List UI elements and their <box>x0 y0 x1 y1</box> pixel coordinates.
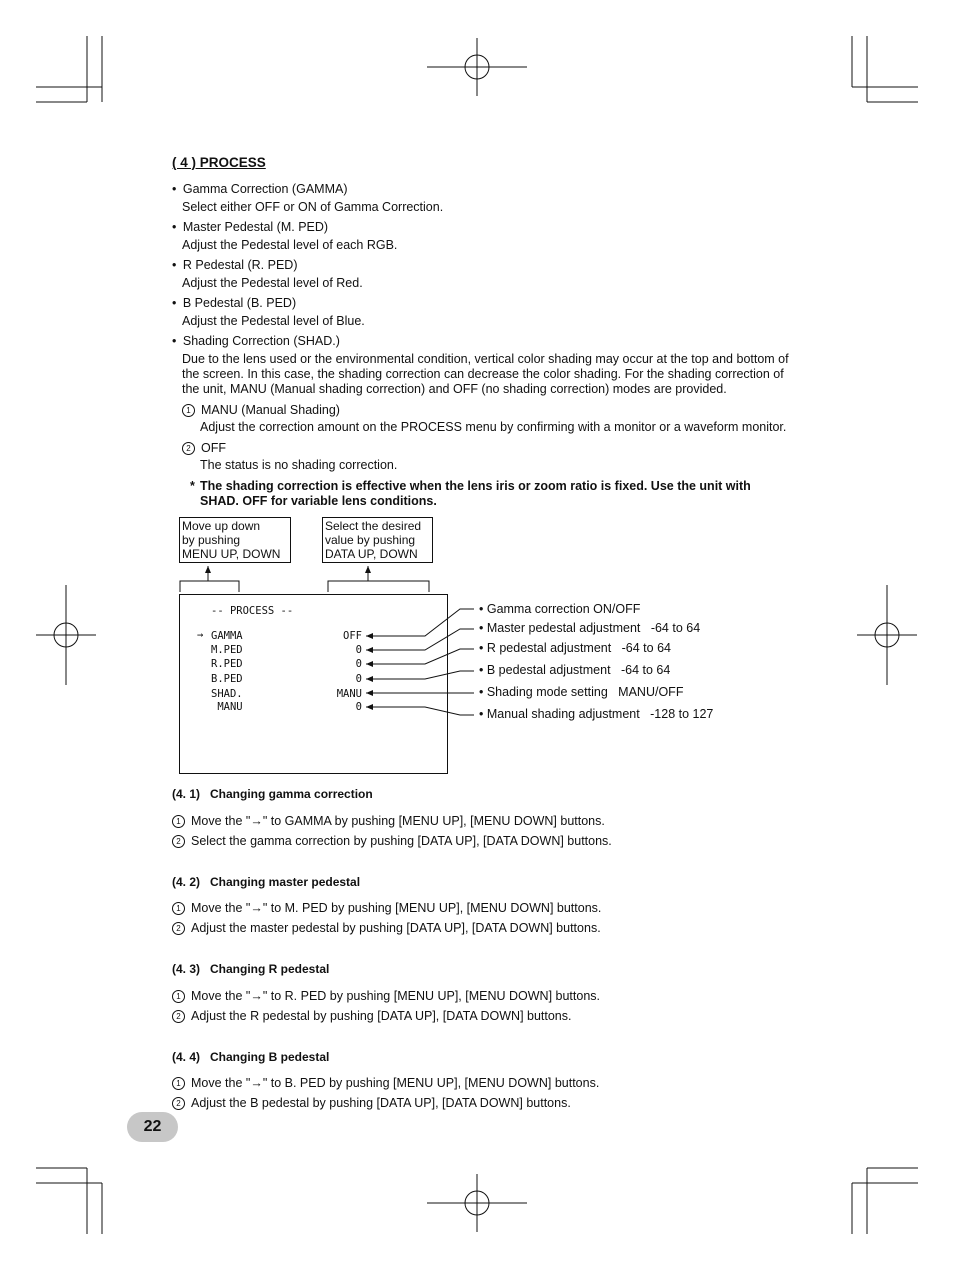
step-text: Move the "→" to R. PED by pushing [MENU UP], [MENU DOWN] buttons. <box>191 989 600 1003</box>
item-description: Adjust the Pedestal level of Red. <box>182 276 363 290</box>
note-star: * <box>190 479 195 493</box>
step-number: 1 <box>172 902 185 915</box>
menu-item: R.PED <box>211 658 243 670</box>
menu-value: MANU <box>336 688 362 700</box>
subsection-title: (4. 4) Changing B pedestal <box>172 1050 330 1064</box>
step-item <box>172 989 600 1004</box>
step-item <box>172 814 605 829</box>
item-description: Adjust the Pedestal level of each RGB. <box>182 238 398 252</box>
menu-item: GAMMA <box>211 630 243 642</box>
step-number: 1 <box>172 1077 185 1090</box>
step-item <box>172 1096 571 1111</box>
menu-item: SHAD. <box>211 688 243 700</box>
bullet: • <box>172 296 177 310</box>
menu-item: M.PED <box>211 644 243 656</box>
box-line: Move up down <box>182 519 261 533</box>
menu-value: 0 <box>355 701 362 713</box>
menu-item: B.PED <box>211 673 243 685</box>
subsection-title: (4. 3) Changing R pedestal <box>172 962 330 976</box>
step-number: 2 <box>172 1010 185 1023</box>
step-text: Adjust the R pedestal by pushing [DATA UP], [DATA DOWN] buttons. <box>191 1009 572 1023</box>
callout-label: • Shading mode setting MANU/OFF <box>479 685 684 699</box>
step-number: 2 <box>182 442 195 455</box>
step-item <box>172 1076 599 1091</box>
step-text: Adjust the B pedestal by pushing [DATA UP], [DATA DOWN] buttons. <box>191 1096 571 1110</box>
subsection-title: (4. 1) Changing gamma correction <box>172 787 373 801</box>
callout-label: • B pedestal adjustment -64 to 64 <box>479 663 671 677</box>
step-item <box>172 834 612 849</box>
box-line: DATA UP, DOWN <box>325 547 418 561</box>
cursor-arrow: → <box>197 629 204 641</box>
box-line: Select the desired <box>325 519 422 533</box>
callout-label: • Gamma correction ON/OFF <box>479 602 641 616</box>
menu-value: OFF <box>343 630 362 642</box>
item-label: R Pedestal (R. PED) <box>182 258 298 272</box>
item-description: Select either OFF or ON of Gamma Correction. <box>182 200 444 214</box>
bullet: • <box>172 334 177 348</box>
menu-value: 0 <box>355 673 362 685</box>
item-label: Gamma Correction (GAMMA) <box>182 182 348 196</box>
item-description: Adjust the Pedestal level of Blue. <box>182 314 365 328</box>
step-text: Select the gamma correction by pushing [DATA UP], [DATA DOWN] buttons. <box>191 834 612 848</box>
mode-label: MANU (Manual Shading) <box>201 403 340 417</box>
menu-value: 0 <box>355 644 362 656</box>
step-text: Move the "→" to B. PED by pushing [MENU UP], [MENU DOWN] buttons. <box>191 1076 600 1090</box>
note-text: The shading correction is effective when the lens iris or zoom ratio is fixed. Use the unit with SHAD. OFF for variable lens conditions. <box>200 479 751 508</box>
menu-value: 0 <box>355 658 362 670</box>
section-title: ( 4 ) PROCESS <box>172 155 266 170</box>
step-text: Adjust the master pedestal by pushing [DATA UP], [DATA DOWN] buttons. <box>191 921 601 935</box>
box-line: value by pushing <box>325 533 416 547</box>
menu-item: MANU <box>211 701 243 713</box>
box-line: MENU UP, DOWN <box>182 547 281 561</box>
callout-label: • Master pedestal adjustment -64 to 64 <box>479 621 701 635</box>
step-item <box>172 921 601 936</box>
step-number: 1 <box>172 990 185 1003</box>
subsection-title: (4. 2) Changing master pedestal <box>172 875 361 889</box>
item-label: Shading Correction (SHAD.) <box>182 334 340 348</box>
step-text: Move the "→" to M. PED by pushing [MENU UP], [MENU DOWN] buttons. <box>191 901 602 915</box>
box-line: by pushing <box>182 533 241 547</box>
step-item <box>172 901 601 916</box>
step-number: 2 <box>172 922 185 935</box>
callout-label: • Manual shading adjustment -128 to 127 <box>479 707 714 721</box>
bullet: • <box>172 182 177 196</box>
step-item <box>172 1009 572 1024</box>
page-number: 22 <box>127 1112 178 1142</box>
item-description: Due to the lens used or the environmental condition, vertical color shading may occur at the top and bottom of the screen. In this case, the shading correction can decrease the color shading. For the shading correction of the unit, MANU (Manual shading correction) and OFF (no shading correction) modes are provided. <box>182 352 789 396</box>
bullet: • <box>172 220 177 234</box>
bullet: • <box>172 258 177 272</box>
mode-description: Adjust the correction amount on the PROCESS menu by confirming with a monitor or a waveform monitor. <box>200 420 787 434</box>
step-number: 2 <box>172 1097 185 1110</box>
step-number: 1 <box>182 404 195 417</box>
mode-description: The status is no shading correction. <box>200 458 398 472</box>
step-number: 1 <box>172 815 185 828</box>
mode-label: OFF <box>201 441 226 455</box>
screen-title: -- PROCESS -- <box>211 605 294 617</box>
step-text: Move the "→" to GAMMA by pushing [MENU UP], [MENU DOWN] buttons. <box>191 814 605 828</box>
callout-label: • R pedestal adjustment -64 to 64 <box>479 641 671 655</box>
item-label: Master Pedestal (M. PED) <box>182 220 329 234</box>
item-label: B Pedestal (B. PED) <box>182 296 297 310</box>
step-number: 2 <box>172 835 185 848</box>
